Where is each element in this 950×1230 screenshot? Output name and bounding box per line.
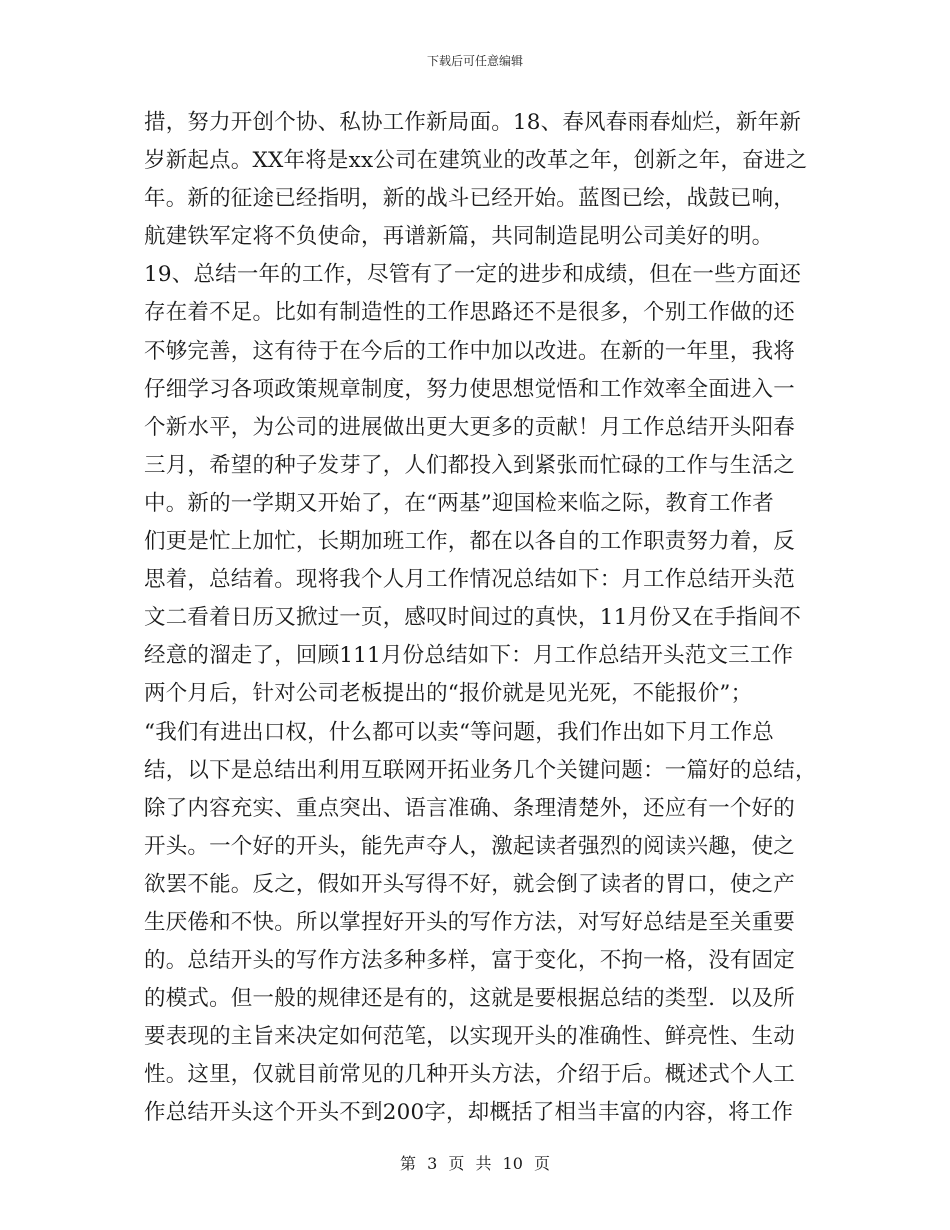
text-line: 文二看着日历又掀过一页，感叹时间过的真快，11月份又在手指间不 (144, 605, 802, 631)
text-line: 措，努力开创个协、私协工作新局面。18、春风春雨春灿烂，新年新 (144, 110, 802, 135)
text-line: 航建铁军定将不负使命，再谱新篇，共同制造昆明公司美好的明。 (144, 224, 774, 250)
text-line: 两个月后，针对公司老板提出的“报价就是见光死，不能报价”； (144, 681, 753, 707)
text-line: 岁新起点。XX年将是xx公司在建筑业的改革之年，创新之年，奋进之 (144, 148, 808, 174)
text-line: 仔细学习各项政策规章制度，努力使思想觉悟和工作效率全面进入一 (144, 376, 796, 402)
text-line: 年。新的征途已经指明，新的战斗已经开始。蓝图已绘，战鼓已响， (144, 186, 796, 212)
text-line: 存在着不足。比如有制造性的工作思路还不是很多，个别工作做的还 (144, 300, 796, 326)
text-line: 除了内容充实、重点突出、语言准确、条理清楚外，还应有一个好的 (144, 795, 796, 821)
text-line: 不够完善，这有待于在今后的工作中加以改进。在新的一年里，我将 (144, 338, 796, 364)
text-line: 欲罢不能。反之，假如开头写得不好，就会倒了读者的胃口，使之产 (144, 871, 796, 897)
text-line: 三月，希望的种子发芽了，人们都投入到紧张而忙碌的工作与生活之 (144, 452, 796, 478)
text-line: 生厌倦和不快。所以掌捏好开头的写作方法，对写好总结是至关重要 (144, 909, 796, 935)
text-line: 的模式。但一般的规律还是有的，这就是要根据总结的类型．以及所 (144, 986, 796, 1012)
text-line: 开头。一个好的开头，能先声夺人，激起读者强烈的阅读兴趣，使之 (144, 833, 796, 859)
text-line: “我们有进出口权，什么都可以卖“等问题，我们作出如下月工作总 (144, 719, 774, 745)
text-line: 思着，总结着。现将我个人月工作情况总结如下：月工作总结开头范 (144, 567, 796, 593)
text-line: 经意的溜走了，回顾111月份总结如下：月工作总结开头范文三工作 (144, 643, 794, 669)
text-line: 中。新的一学期又开始了，在“两基”迎国检来临之际，教育工作者 (144, 490, 774, 516)
body-text (144, 104, 817, 1133)
text-line: 的。总结开头的写作方法多种多样，富于变化，不拘一格，没有固定 (144, 948, 796, 974)
page-number-footer: 第 3 页 共 10 页 (400, 1154, 550, 1173)
text-line: 们更是忙上加忙，长期加班工作，都在以各自的工作职责努力着，反 (144, 529, 796, 555)
page-header: 下载后可任意编辑 (426, 54, 523, 68)
text-line: 结，以下是总结出利用互联网开拓业务几个关键问题：一篇好的总结， (144, 757, 817, 783)
text-line: 个新水平，为公司的进展做出更大更多的贡献！月工作总结开头阳春 (144, 414, 796, 440)
text-line: 作总结开头这个开头不到200字，却概括了相当丰富的内容，将工作 (144, 1100, 794, 1126)
text-line: 19、总结一年的工作，尽管有了一定的进步和成绩，但在一些方面还 (144, 262, 802, 288)
text-line: 性。这里，仅就目前常见的几种开头方法，介绍于后。概述式个人工 (144, 1062, 796, 1088)
text-line: 要表现的主旨来决定如何范笔，以实现开头的准确性、鲜亮性、生动 (144, 1024, 796, 1050)
